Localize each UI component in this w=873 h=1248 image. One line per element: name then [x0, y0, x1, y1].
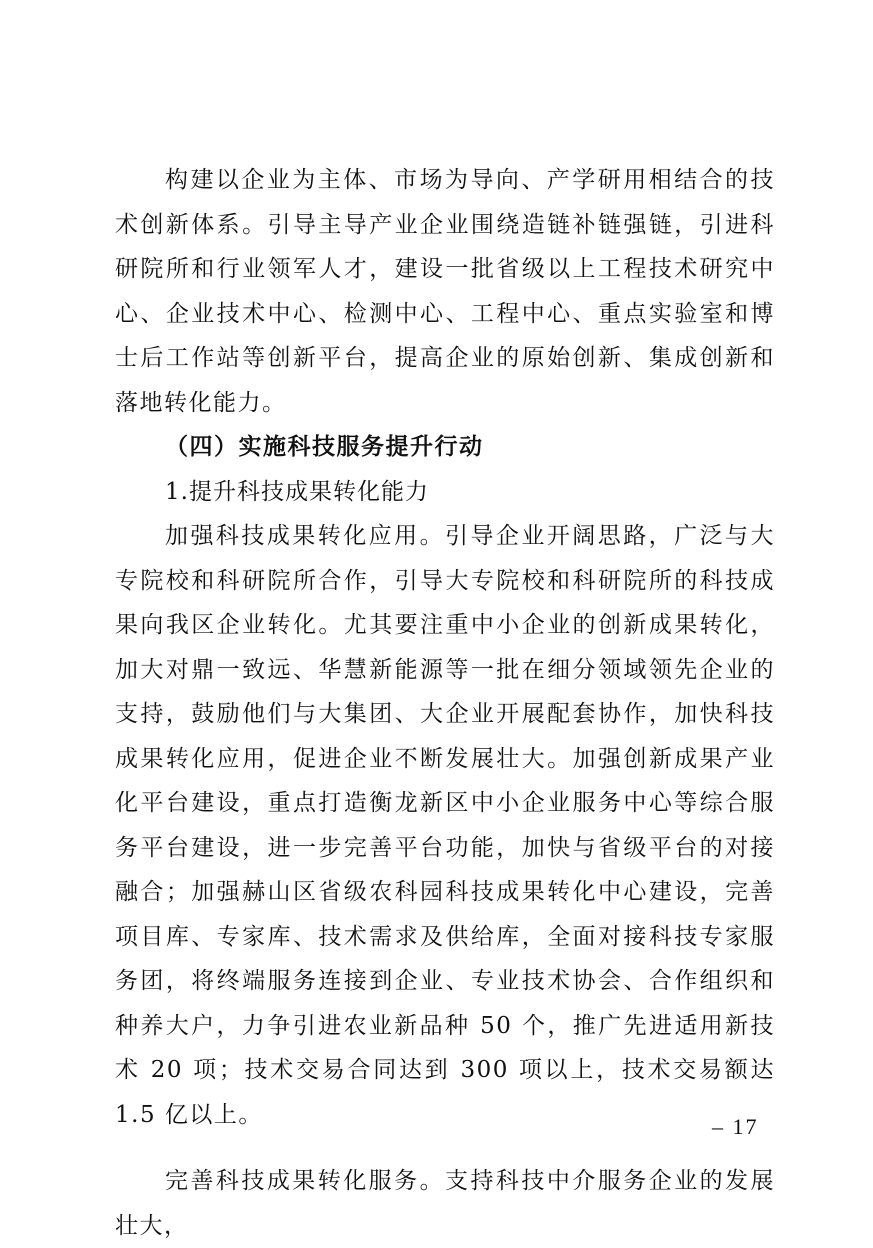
- paragraph-tech-service: 完善科技成果转化服务。支持科技中介服务企业的发展壮大，: [115, 1168, 775, 1239]
- page-number: – 17: [712, 1114, 759, 1139]
- paragraph-tech-transfer: 加强科技成果转化应用。引导企业开阔思路，广泛与大专院校和科研院所合作，引导大专院校和科研院所的科技成果向我区企业转化。尤其要注重中小企业的创新成果转化，加大对鼎一致远、华慧新能源等一批在细分领域领先企业的支持，鼓励他们与大集团、大企业开展配套协作，加快科技成果转化应用，促进企业不断发展壮大。加强创新成果产业化平台建设，重点打造衡龙新区中小企业服务中心等综合服务平台建设，进一步完善平台功能，加快与省级平台的对接融合；加强赫山区省级农科园科技成果转化中心建设，完善项目库、专家库、技术需求及供给库，全面对接科技专家服务团，将终端服务连接到企业、专业技术协会、合作组织和种养大户，力争引进农业新品种 50 个，推广先进适用新技术 20 项；技术交易合同达到 300 项以上，技术交易额达 1.5 亿以上。: [115, 523, 775, 1128]
- body-text: [115, 158, 775, 1248]
- paragraph-innovation-system: 构建以企业为主体、市场为导向、产学研用相结合的技术创新体系。引导主导产业企业围绕造链补链强链，引进科研院所和行业领军人才，建设一批省级以上工程技术研究中心、企业技术中心、检测中心、工程中心、重点实验室和博士后工作站等创新平台，提高企业的原始创新、集成创新和落地转化能力。: [115, 167, 775, 416]
- subsection-heading: 1.提升科技成果转化能力: [165, 478, 429, 505]
- section-heading: （四）实施科技服务提升行动: [165, 433, 484, 460]
